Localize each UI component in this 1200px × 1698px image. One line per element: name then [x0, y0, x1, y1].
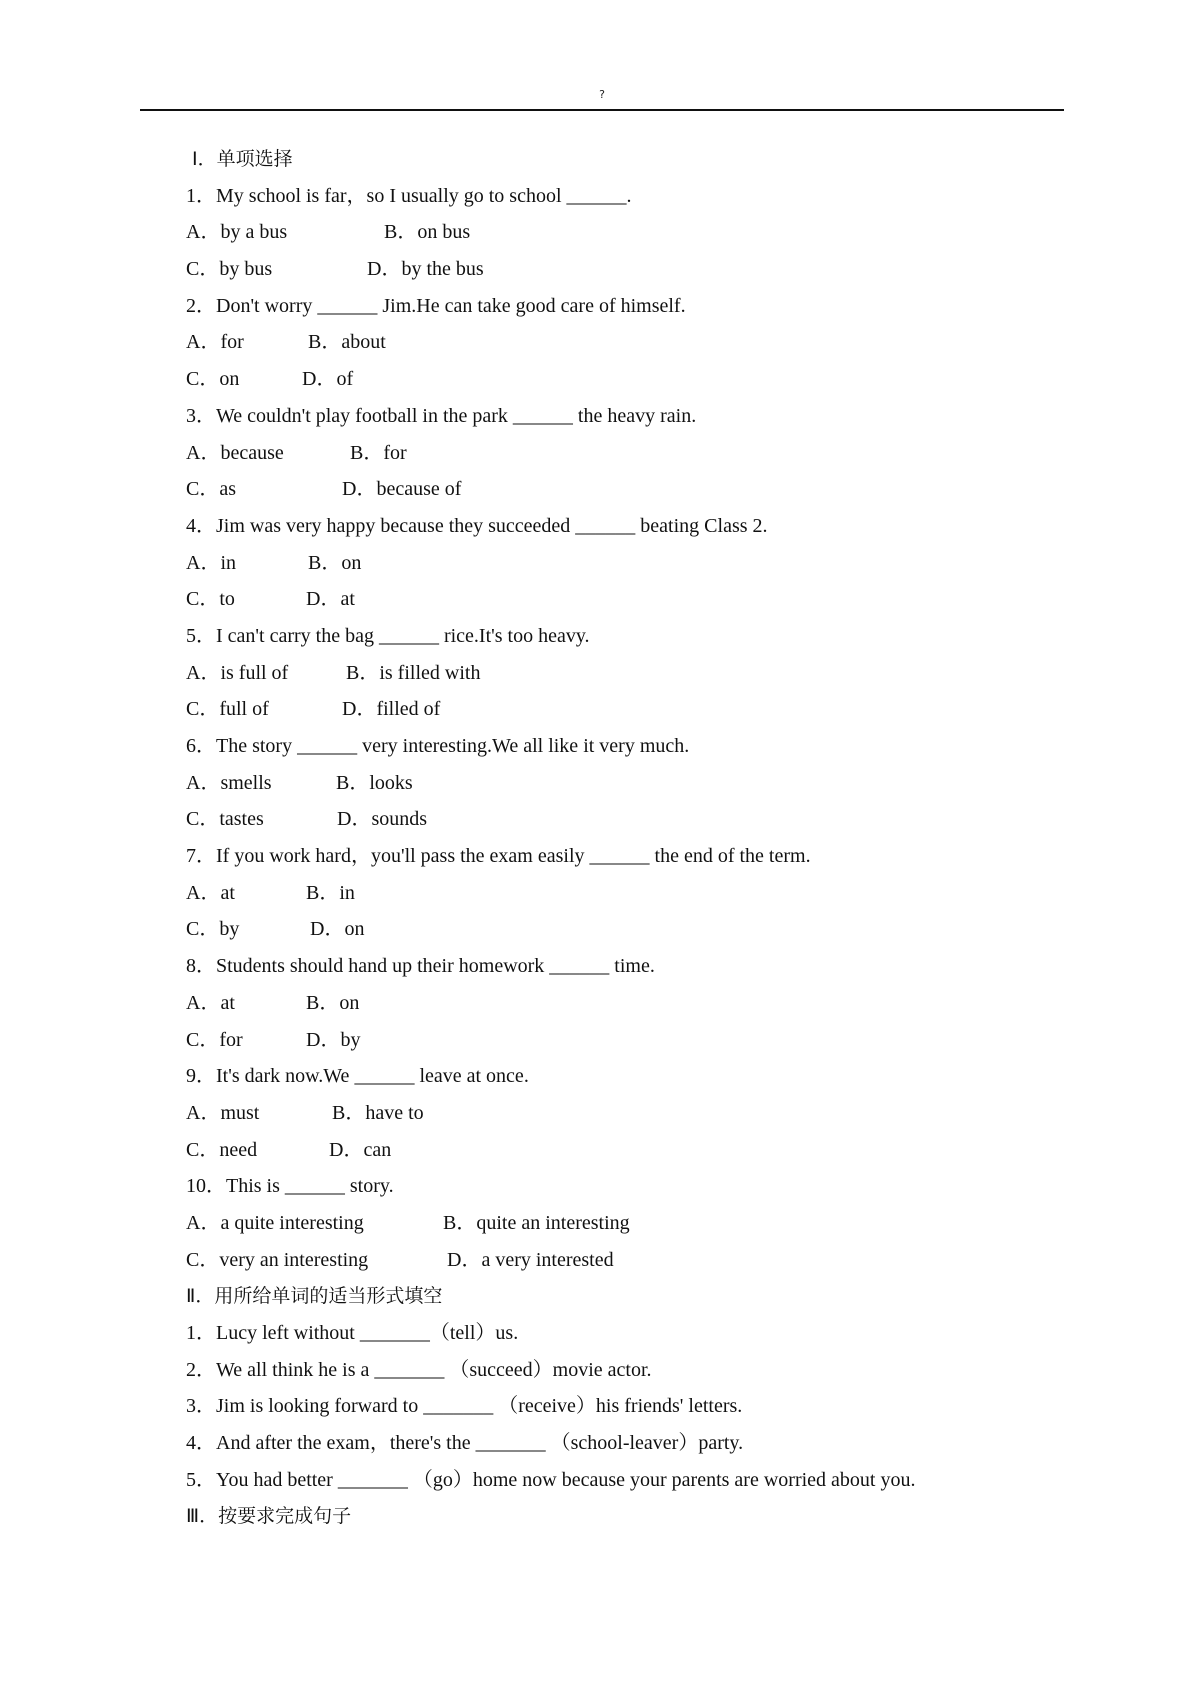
question-number: 8．	[186, 955, 216, 978]
option-a: A．by a bus	[186, 221, 288, 244]
question-text: If you work hard，you'll pass the exam easily ______ the end of the term.	[216, 845, 811, 868]
question-3-options-ab	[186, 435, 1086, 472]
option-a: A．is full of	[186, 661, 289, 684]
option-c: C．full of	[186, 698, 269, 721]
section-2-title: Ⅱ．用所给单词的适当形式填空	[186, 1285, 443, 1308]
fill-item-5	[186, 1462, 1086, 1499]
fill-item-3	[186, 1388, 1086, 1425]
option-a: A．for	[186, 331, 244, 354]
option-c: C．very an interesting	[186, 1248, 369, 1271]
question-1-options-cd	[186, 251, 1086, 288]
item-number: 2．	[186, 1358, 216, 1381]
option-b: B．about	[308, 331, 386, 354]
question-2-options-cd	[186, 361, 1086, 398]
question-text: I can't carry the bag ______ rice.It's too heavy.	[216, 624, 590, 647]
question-6-options-cd	[186, 801, 1086, 838]
question-text: My school is far，so I usually go to school ______.	[216, 184, 632, 207]
option-d: D．on	[310, 918, 365, 941]
item-number: 1．	[186, 1322, 216, 1344]
fill-item-1	[186, 1315, 1086, 1352]
option-b: B．have to	[332, 1101, 424, 1124]
question-text: It's dark now.We ______ leave at once.	[216, 1065, 529, 1088]
option-a: A．at	[186, 991, 235, 1014]
question-7-options-cd	[186, 911, 1086, 948]
question-text: Jim was very happy because they succeeded ______ beating Class 2.	[216, 514, 768, 537]
section-1-title: Ⅰ．单项选择	[192, 148, 293, 170]
question-5-options-cd	[186, 691, 1086, 728]
option-c: C．as	[186, 478, 236, 501]
option-d: D．can	[329, 1138, 392, 1161]
question-number: 7．	[186, 845, 216, 868]
header-rule	[140, 109, 1064, 111]
option-b: B．is filled with	[346, 661, 481, 684]
question-text: This is ______ story.	[226, 1175, 394, 1198]
question-1-options-ab	[186, 214, 1086, 251]
header-mark: ?	[599, 88, 605, 101]
item-text: Lucy left without _______（tell）us.	[216, 1322, 519, 1344]
question-text: The story ______ very interesting.We all like it very much.	[216, 735, 690, 757]
option-a: A．at	[186, 881, 235, 904]
question-4-options-cd	[186, 581, 1086, 618]
question-9-options-ab	[186, 1095, 1086, 1132]
question-number: 2．	[186, 294, 216, 317]
question-number: 4．	[186, 514, 216, 537]
option-b: B．quite an interesting	[443, 1211, 630, 1234]
option-c: C．to	[186, 588, 235, 611]
option-a: A．a quite interesting	[186, 1211, 364, 1234]
option-d: D．because of	[342, 478, 462, 501]
option-b: B．looks	[336, 771, 413, 794]
question-6	[186, 728, 1086, 765]
question-3	[186, 398, 1086, 435]
question-2	[186, 288, 1086, 325]
option-d: D．by	[306, 1028, 361, 1051]
question-7	[186, 838, 1086, 875]
option-b: B．on	[308, 551, 362, 574]
question-number: 10．	[186, 1175, 226, 1198]
question-10	[186, 1168, 1086, 1205]
fill-item-2	[186, 1352, 1086, 1389]
option-d: D．of	[302, 368, 354, 391]
question-9	[186, 1058, 1086, 1095]
question-5	[186, 618, 1086, 655]
question-1	[186, 178, 1086, 215]
question-6-options-ab	[186, 765, 1086, 802]
item-number: 3．	[186, 1395, 216, 1418]
option-d: D．at	[306, 588, 355, 611]
option-c: C．on	[186, 368, 240, 391]
question-4	[186, 508, 1086, 545]
question-9-options-cd	[186, 1132, 1086, 1169]
question-number: 5．	[186, 624, 216, 647]
option-b: B．for	[350, 441, 407, 464]
option-a: A．must	[186, 1101, 260, 1124]
question-2-options-ab	[186, 324, 1086, 361]
item-number: 4．	[186, 1432, 216, 1455]
question-8-options-cd	[186, 1022, 1086, 1059]
option-b: B．on	[306, 991, 360, 1014]
section-3-title: Ⅲ．按要求完成句子	[186, 1505, 352, 1528]
question-number: 1．	[186, 184, 216, 207]
item-text: Jim is looking forward to _______ （receive）his friends' letters.	[216, 1395, 743, 1418]
option-d: D．by the bus	[367, 258, 484, 281]
option-a: A．in	[186, 551, 236, 574]
question-5-options-ab	[186, 655, 1086, 692]
question-number: 6．	[186, 735, 216, 757]
option-c: C．tastes	[186, 808, 264, 831]
question-10-options-ab	[186, 1205, 1086, 1242]
question-number: 3．	[186, 404, 216, 427]
option-d: D．a very interested	[447, 1248, 614, 1271]
option-b: B．in	[306, 881, 355, 904]
option-d: D．filled of	[342, 698, 441, 721]
question-number: 9．	[186, 1065, 216, 1088]
question-8-options-ab	[186, 985, 1086, 1022]
option-c: C．need	[186, 1138, 258, 1161]
option-c: C．for	[186, 1028, 243, 1051]
fill-item-4	[186, 1425, 1086, 1462]
question-text: We couldn't play football in the park ______ the heavy rain.	[216, 404, 697, 427]
question-3-options-cd	[186, 471, 1086, 508]
question-7-options-ab	[186, 875, 1086, 912]
option-a: A．smells	[186, 771, 272, 794]
option-d: D．sounds	[337, 808, 428, 831]
question-4-options-ab	[186, 545, 1086, 582]
option-b: B．on bus	[384, 221, 471, 244]
option-a: A．because	[186, 441, 284, 464]
question-text: Don't worry ______ Jim.He can take good care of himself.	[216, 294, 686, 317]
question-10-options-cd	[186, 1242, 1086, 1279]
worksheet-content	[186, 141, 1086, 1535]
option-c: C．by bus	[186, 258, 273, 281]
item-text: We all think he is a _______ （succeed）movie actor.	[216, 1358, 652, 1381]
item-text: And after the exam，there's the _______ （school-leaver）party.	[216, 1432, 744, 1455]
option-c: C．by	[186, 918, 240, 941]
item-number: 5．	[186, 1468, 216, 1491]
question-text: Students should hand up their homework ______ time.	[216, 955, 655, 978]
question-8	[186, 948, 1086, 985]
item-text: You had better _______ （go）home now because your parents are worried about you.	[216, 1468, 916, 1491]
